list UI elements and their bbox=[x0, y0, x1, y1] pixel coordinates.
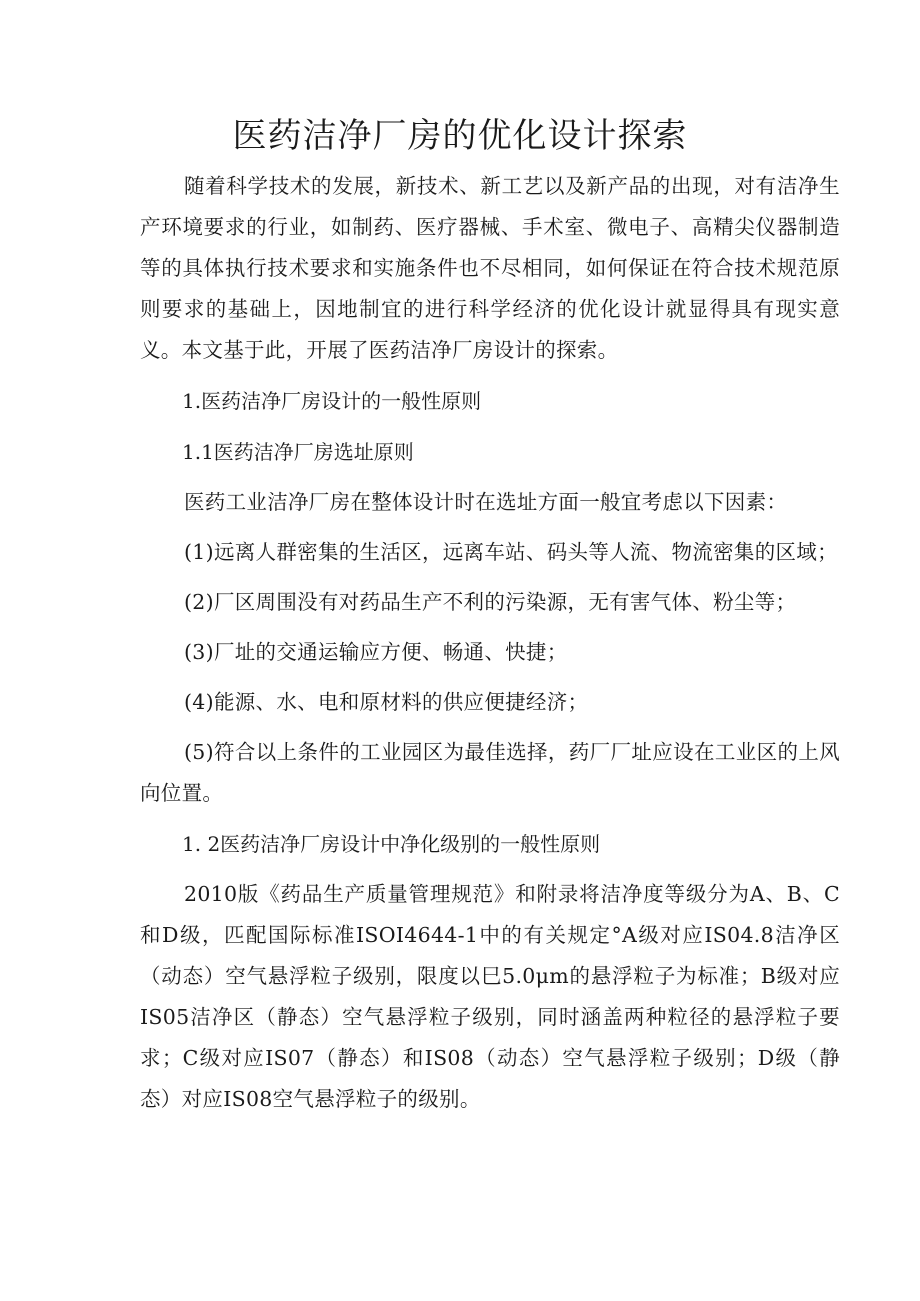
list-item: (2)厂区周围没有对药品生产不利的污染源，无有害气体、粉尘等； bbox=[184, 590, 797, 614]
section-1-2-body: 2010版《药品生产质量管理规范》和附录将洁净度等级分为A、B、C和D级，匹配国际标准ISOI4644-1中的有关规定°A级对应IS04.8洁净区（动态）空气悬浮粒子级别，限度以巳5.0μm的悬浮粒子为标准；B级对应IS05洁净区（静态）空气悬浮粒子级别，同时涵盖两种粒径的悬浮粒子要求；C级对应IS07（静态）和IS08（动态）空气悬浮粒子级别；D级（静态）对应IS08空气悬浮粒子的级别。 bbox=[140, 882, 840, 1111]
section-1-1-lead: 医药工业洁净厂房在整体设计时在选址方面一般宜考虑以下因素： bbox=[184, 490, 788, 514]
list-item: (1)远离人群密集的生活区，远离车站、码头等人流、物流密集的区域； bbox=[184, 540, 838, 564]
section-1-2-heading: 1. 2医药洁净厂房设计中净化级别的一般性原则 bbox=[182, 832, 601, 856]
list-item: (5)符合以上条件的工业园区为最佳选择，药厂厂址应设在工业区的上风向位置。 bbox=[140, 740, 840, 805]
section-1-heading: 1.医药洁净厂房设计的一般性原则 bbox=[182, 389, 482, 413]
section-1-1-heading: 1.1医药洁净厂房选址原则 bbox=[182, 440, 414, 464]
list-item: (3)厂址的交通运输应方便、畅通、快捷； bbox=[184, 640, 568, 664]
document-title: 医药洁净厂房的优化设计探索 bbox=[232, 116, 688, 156]
document-body bbox=[140, 166, 840, 1120]
list-item: (4)能源、水、电和原材料的供应便捷经济； bbox=[184, 690, 589, 714]
intro-paragraph: 随着科学技术的发展，新技术、新工艺以及新产品的出现，对有洁净生产环境要求的行业，如制药、医疗器械、手术室、微电子、高精尖仪器制造等的具体执行技术要求和实施条件也不尽相同，如何保证在符合技术规范原则要求的基础上，因地制宜的进行科学经济的优化设计就显得具有现实意义。本文基于此，开展了医药洁净厂房设计的探索。 bbox=[140, 174, 840, 362]
